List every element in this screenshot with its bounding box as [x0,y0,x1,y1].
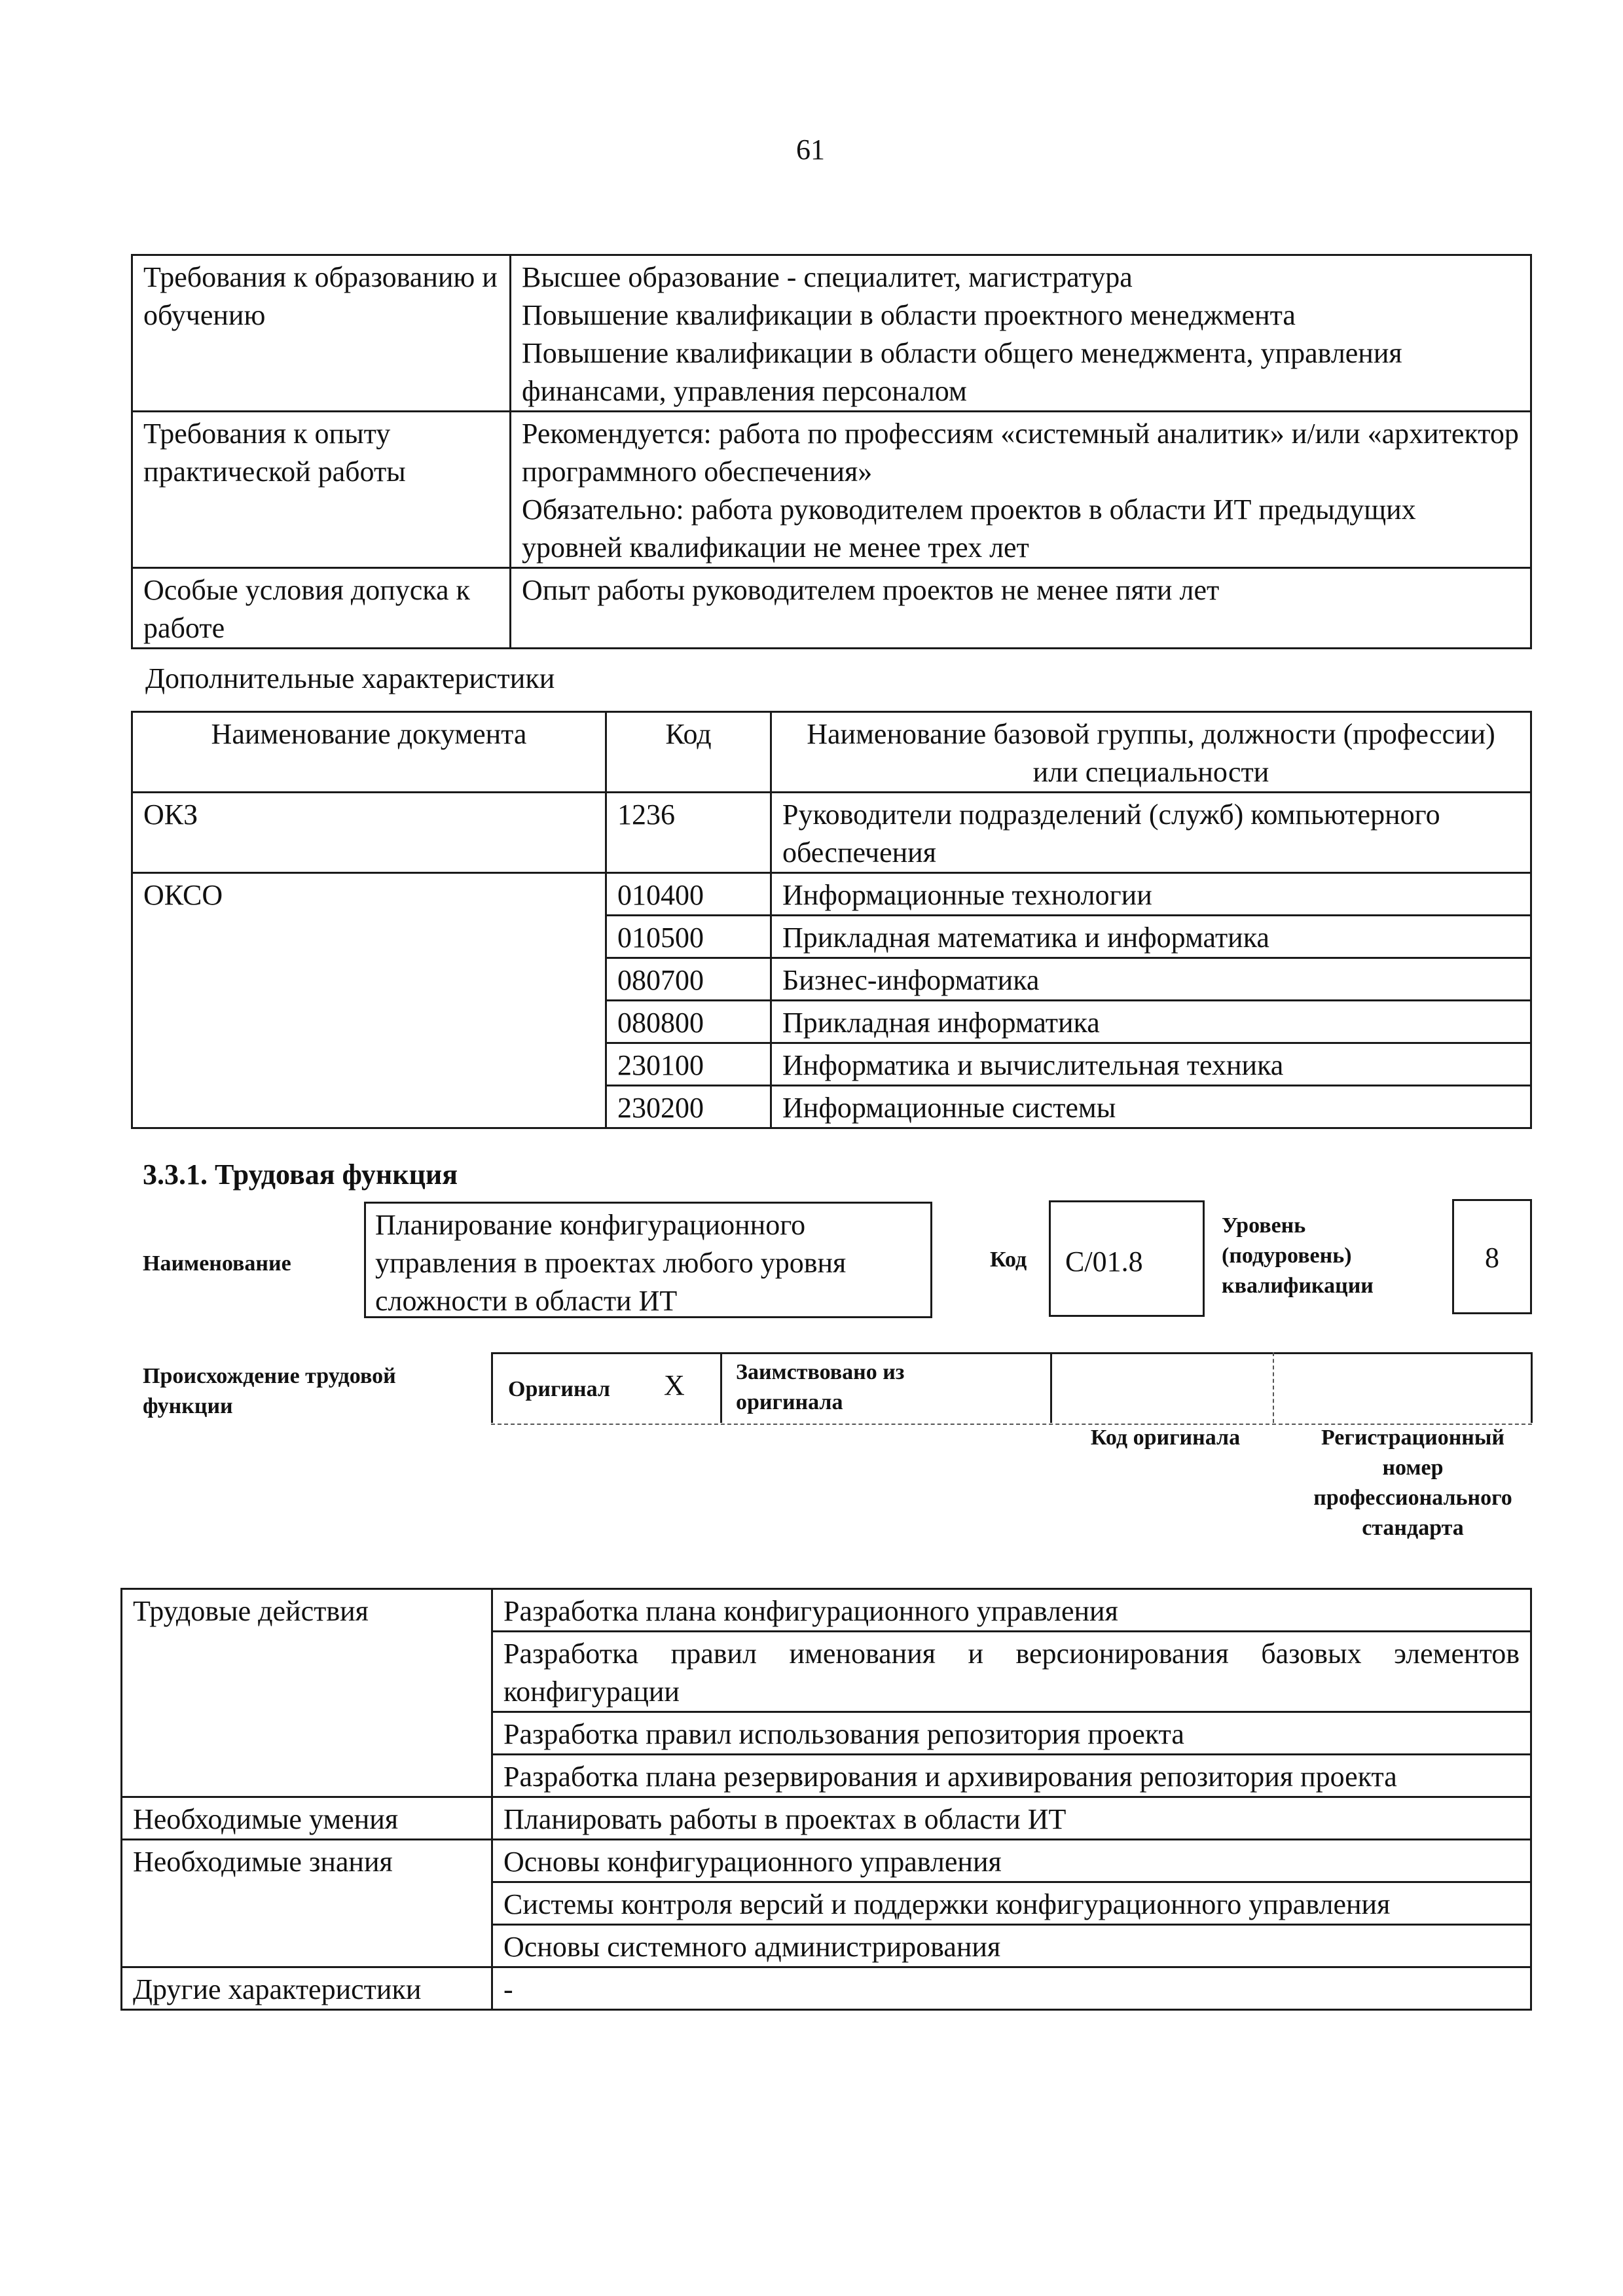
req-value [511,412,1531,568]
req-line: Высшее образование - специалитет, магистратура [522,261,1133,293]
table-row [122,1797,1531,1840]
detail-item: Разработка правил использования репозитория проекта [492,1712,1531,1755]
table-row [132,412,1531,568]
detail-item: Системы контроля версий и поддержки конфигурационного управления [492,1882,1531,1925]
original-label: Оригинал [508,1377,610,1401]
original-mark: X [664,1369,685,1401]
req-line: Повышение квалификации в области общего менеджмента, управления финансами, управления персоналом [522,337,1402,407]
req-line: Обязательно: работа руководителем проектов в области ИТ предыдущих уровней квалификации не менее трех лет [522,493,1416,564]
table-row [132,255,1531,412]
level-label: Уровень (подуровень) квалификации [1222,1213,1374,1298]
additional-heading: Дополнительные характеристики [145,662,555,694]
table-row [122,1589,1531,1632]
function-name-value: Планирование конфигурационного управления в проектах любого уровня сложности в области ИТ [375,1209,847,1317]
table-header-row [132,712,1531,793]
name-cell: Информатика и вычислительная техника [771,1043,1531,1086]
detail-item: Разработка плана резервирования и архивирования репозитория проекта [492,1755,1531,1797]
code-label: Код [990,1247,1027,1272]
origin-divider [720,1352,722,1423]
reg-number-label: Регистрационный номер профессионального стандарта [1313,1426,1512,1540]
origin-label: Происхождение трудовой функции [143,1364,396,1418]
req-label: Особые условия допуска к работе [132,568,511,649]
level-box [1452,1199,1532,1314]
name-label: Наименование [143,1251,291,1276]
code-cell: 230100 [606,1043,771,1086]
origin-divider [491,1352,493,1423]
req-line: Опыт работы руководителем проектов не менее пяти лет [522,574,1220,606]
req-value [511,568,1531,649]
code-cell: 1236 [606,793,771,873]
name-cell: Бизнес-информатика [771,958,1531,1001]
req-line: Рекомендуется: работа по профессиям «системный аналитик» и/или «архитектор программного обеспечения» [522,418,1519,488]
page-number: 61 [796,134,825,166]
table-row [122,1840,1531,1882]
origin-divider [1531,1352,1533,1423]
code-cell: 010500 [606,916,771,958]
req-line: Повышение квалификации в области проектного менеджмента [522,299,1296,331]
function-heading: 3.3.1. Трудовая функция [143,1158,458,1191]
column-header: Наименование документа [132,712,606,793]
detail-label: Другие характеристики [122,1967,492,2010]
doc-cell: ОКСО [132,873,606,1128]
level-value: 8 [1485,1242,1499,1274]
code-cell: 010400 [606,873,771,916]
req-label: Требования к образованию и обучению [132,255,511,412]
table-row [132,873,1531,916]
name-cell: Информационные технологии [771,873,1531,916]
column-header: Код [606,712,771,793]
function-name-box [364,1202,932,1318]
doc-cell: ОКЗ [132,793,606,873]
column-header: Наименование базовой группы, должности (профессии) или специальности [771,712,1531,793]
detail-item: Основы системного администрирования [492,1925,1531,1967]
detail-label: Необходимые знания [122,1840,492,1967]
code-cell: 080700 [606,958,771,1001]
code-box [1049,1200,1205,1317]
detail-item: Разработка плана конфигурационного управления [492,1589,1531,1632]
origin-divider [1273,1352,1275,1423]
borrowed-label: Заимствовано из оригинала [736,1360,905,1414]
code-cell: 080800 [606,1001,771,1043]
detail-item: Основы конфигурационного управления [492,1840,1531,1882]
additional-table [131,711,1532,1129]
table-row [132,793,1531,873]
name-cell: Прикладная математика и информатика [771,916,1531,958]
name-cell: Руководители подразделений (служб) компьютерного обеспечения [771,793,1531,873]
table-row [122,1967,1531,2010]
code-cell: 230200 [606,1086,771,1128]
detail-item: Разработка правил именования и версионирования базовых элементов конфигурации [492,1632,1531,1712]
code-original-label: Код оригинала [1090,1426,1241,1450]
req-value [511,255,1531,412]
detail-item: - [492,1967,1531,2010]
table-row [132,568,1531,649]
name-cell: Прикладная информатика [771,1001,1531,1043]
origin-divider [1050,1352,1052,1423]
detail-label: Трудовые действия [122,1589,492,1797]
req-label: Требования к опыту практической работы [132,412,511,568]
detail-label: Необходимые умения [122,1797,492,1840]
detail-item: Планировать работы в проектах в области ИТ [492,1797,1531,1840]
origin-frame [491,1352,1532,1425]
requirements-table [131,254,1532,649]
name-cell: Информационные системы [771,1086,1531,1128]
code-value: C/01.8 [1065,1246,1143,1278]
details-table [120,1588,1532,2011]
